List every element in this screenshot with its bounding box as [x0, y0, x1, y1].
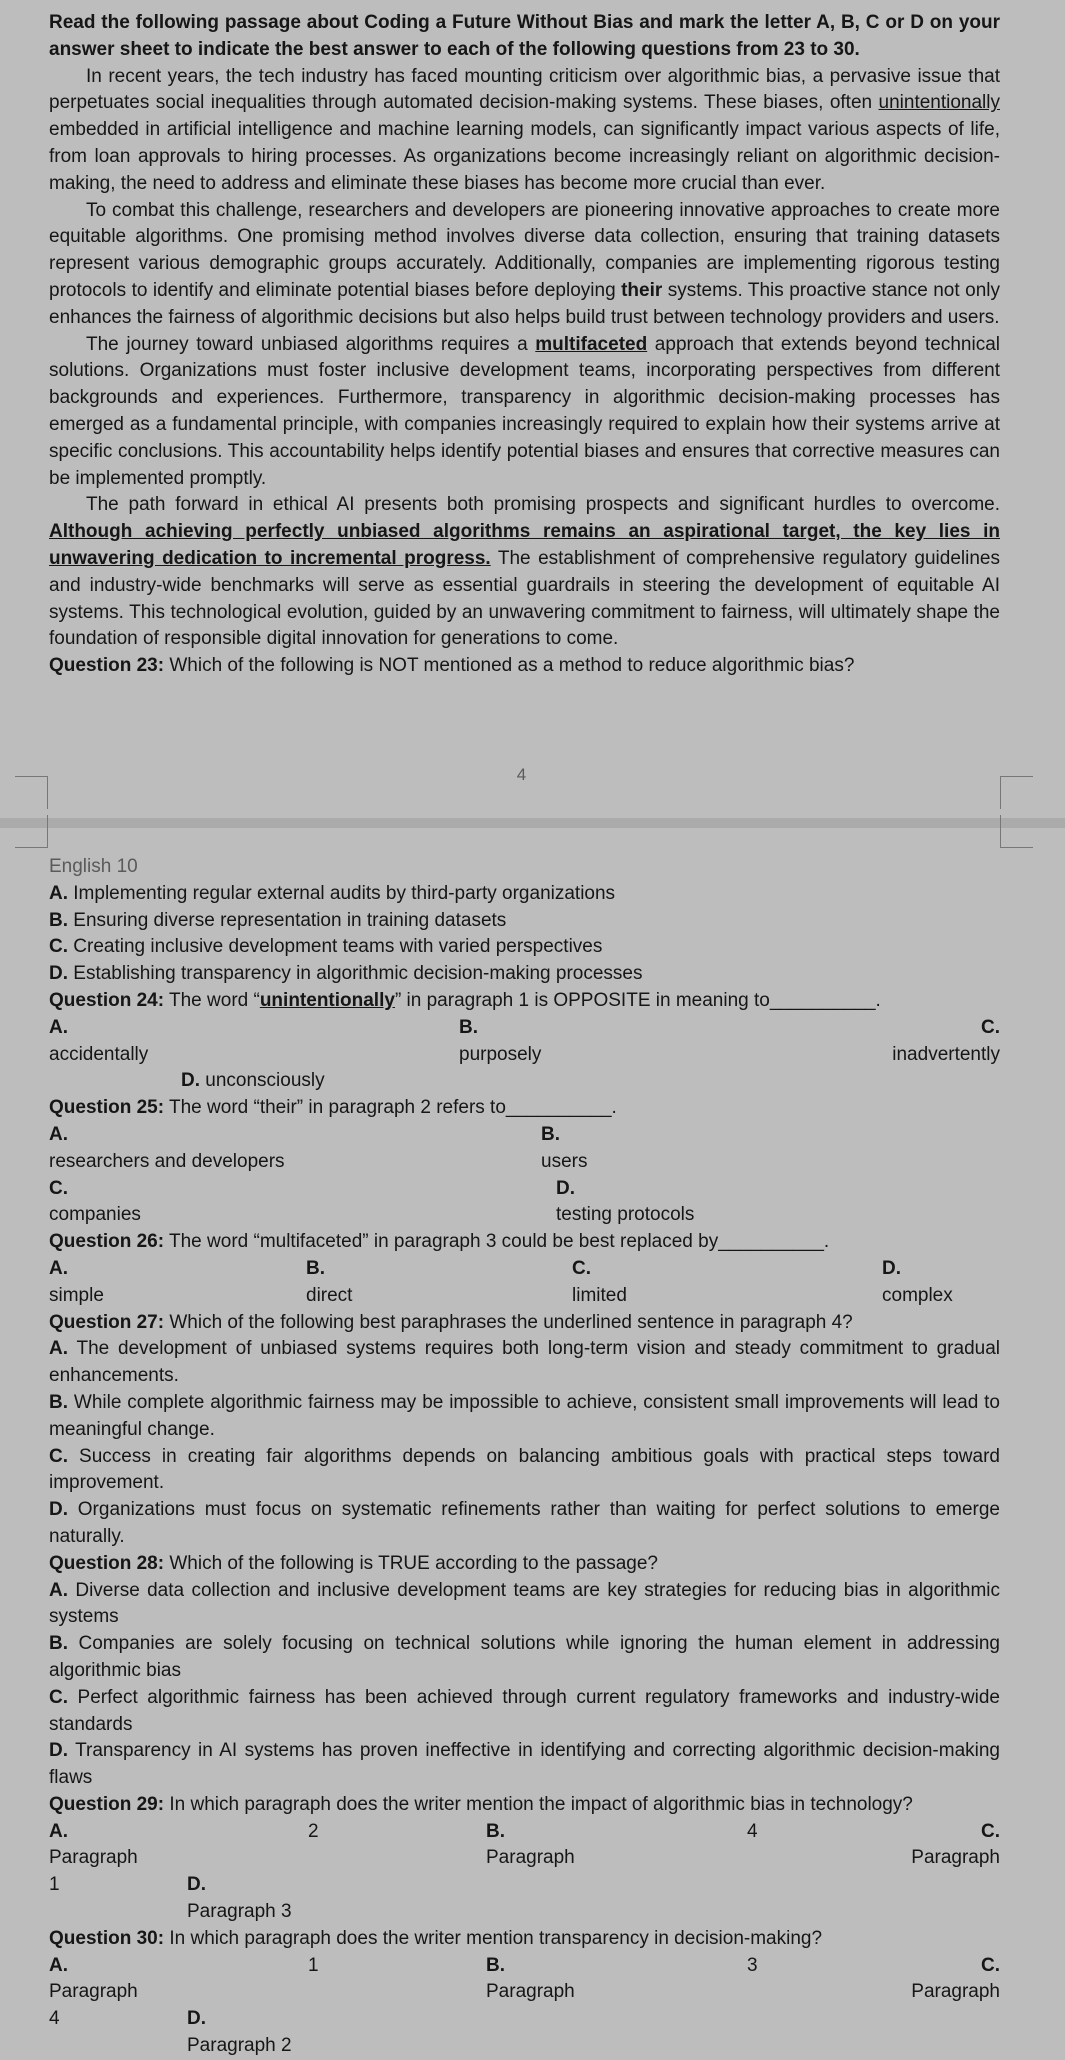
q29-option-a[interactable]: A. Paragraph	[49, 1820, 138, 1869]
q28-option-a[interactable]: A. Diverse data collection and inclusive development teams are key strategies for reducing bias in algorithmic systems	[49, 1579, 1000, 1628]
q26-options-row	[49, 1256, 1000, 1310]
q25-option-a[interactable]: A. researchers and developers	[49, 1123, 285, 1172]
q23-option-b[interactable]: B. Ensuring diverse representation in training datasets	[49, 909, 507, 931]
q25-option-b[interactable]: B. users	[541, 1123, 588, 1172]
paragraph-2: To combat this challenge, researchers and developers are pioneering innovative approaches to create more equitable algorithms. One promising method involves diverse data collection, ensuring that training datasets represent various demographic groups accurately. Additionally, companies are implementing rigorous testing protocols to identify and eliminate potential biases before deploying their systems. This proactive stance not only enhances the fairness of algorithmic decisions but also helps build trust between technology providers and users.	[49, 199, 1000, 328]
questions-section	[49, 854, 1000, 2060]
q28-option-b[interactable]: B. Companies are solely focusing on technical solutions while ignoring the human element in addressing algorithmic bias	[49, 1633, 1000, 1681]
question-27: Question 27: Which of the following best paraphrases the underlined sentence in paragraph 4?	[49, 1311, 853, 1333]
q29-options-row-2	[49, 1872, 1000, 1926]
q25-options-row-1	[49, 1122, 1000, 1176]
q29-option-d[interactable]: D. Paragraph 3	[187, 1874, 292, 1923]
q23-option-d[interactable]: D. Establishing transparency in algorithmic decision-making processes	[49, 963, 643, 985]
q24-option-b[interactable]: B. purposely	[459, 1016, 542, 1065]
q24-option-a[interactable]: A. accidentally	[49, 1016, 149, 1065]
question-28: Question 28: Which of the following is TRUE according to the passage?	[49, 1552, 658, 1574]
q26-option-a[interactable]: A. simple	[49, 1257, 104, 1306]
q23-option-a[interactable]: A. Implementing regular external audits by third-party organizations	[49, 882, 616, 904]
q30-option-a[interactable]: A. Paragraph	[49, 1954, 138, 2003]
question-25: Question 25: The word “their” in paragraph 2 refers to__________.	[49, 1097, 617, 1119]
q25-option-d[interactable]: D. testing protocols	[556, 1177, 695, 1226]
q28-option-c[interactable]: C. Perfect algorithmic fairness has been achieved through current regulatory frameworks and industry-wide standards	[49, 1686, 1000, 1735]
page-separator	[0, 818, 1065, 828]
paragraph-1: In recent years, the tech industry has faced mounting criticism over algorithmic bias, a pervasive issue that perpetuates social inequalities through automated decision-making systems. These biases, often unintentionally embedded in artificial intelligence and machine learning models, can significantly impact various aspects of life, from loan approvals to hiring processes. As organizations become increasingly reliant on algorithmic decision-making, the need to address and eliminate these biases has become more crucial than ever.	[49, 65, 1000, 194]
paragraph-3: The journey toward unbiased algorithms requires a multifaceted approach that extends beyond technical solutions. Organizations must foster inclusive development teams, incorporating perspectives from different backgrounds and experiences. Furthermore, transparency in algorithmic decision-making processes has emerged as a fundamental principle, with companies increasingly required to explain how their systems arrive at specific conclusions. This accountability helps identify potential biases and ensures that corrective measures can be implemented promptly.	[49, 333, 1001, 489]
q27-option-d[interactable]: D. Organizations must focus on systematic refinements rather than waiting for perfect solutions to emerge naturally.	[49, 1499, 1000, 1547]
underlined-word-multifaceted: multifaceted	[535, 333, 648, 355]
q25-option-c[interactable]: C. companies	[49, 1177, 141, 1226]
q30-option-c[interactable]: C. Paragraph	[911, 1954, 1000, 2003]
q24-options-row	[49, 1015, 1000, 1069]
q29-option-c[interactable]: C. Paragraph	[911, 1820, 1000, 1869]
q27-option-c[interactable]: C. Success in creating fair algorithms depends on balancing ambitious goals with practical steps toward improvement.	[49, 1445, 1000, 1494]
q30-option-b[interactable]: B. Paragraph	[486, 1954, 575, 2003]
q30-option-b-number: 3	[747, 1954, 758, 1976]
question-30: Question 30: In which paragraph does the writer mention transparency in decision-making?	[49, 1927, 823, 1949]
q26-option-c[interactable]: C. limited	[572, 1257, 627, 1306]
page-1	[0, 0, 1065, 818]
bold-word-their: their	[621, 279, 663, 301]
instructions: Read the following passage about Coding a Future Without Bias and mark the letter A, B, C or D on your answer sheet to indicate the best answer to each of the following questions from 23 to 30.	[49, 12, 1000, 60]
question-23: Question 23: Which of the following is NOT mentioned as a method to reduce algorithmic bias?	[49, 655, 855, 677]
q24-option-c[interactable]: C. inadvertently	[892, 1016, 1000, 1065]
q30-options-row-2	[49, 2006, 1000, 2060]
q29-option-b-number: 4	[747, 1820, 758, 1842]
q30-option-c-number: 4	[49, 2008, 60, 2030]
page-2	[0, 828, 1065, 2057]
q28-option-d[interactable]: D. Transparency in AI systems has proven ineffective in identifying and correcting algorithmic decision-making flaws	[49, 1740, 1000, 1789]
crop-mark-top-right	[1000, 815, 1033, 848]
q29-options-row	[49, 1819, 1000, 1873]
passage-section	[49, 10, 1000, 680]
q30-option-a-number: 1	[308, 1954, 319, 1976]
q27-option-b[interactable]: B. While complete algorithmic fairness may be impossible to achieve, consistent small improvements will lead to meaningful change.	[49, 1391, 1000, 1440]
q25-options-row-2	[49, 1176, 1000, 1230]
q29-option-c-number: 1	[49, 1874, 60, 1896]
q26-option-b[interactable]: B. direct	[306, 1257, 353, 1306]
paragraph-4: The path forward in ethical AI presents both promising prospects and significant hurdles to overcome. Although achieving perfectly unbiased algorithms remains an aspirational target, the key lies in unwavering dedication to incremental progress. The establishment of comprehensive regulatory guidelines and industry-wide benchmarks will serve as essential guardrails in steering the development of equitable AI systems. This technological evolution, guided by an unwavering commitment to fairness, will ultimately shape the foundation of responsible digital innovation for generations to come.	[49, 494, 1000, 650]
page-header: English 10	[49, 856, 138, 877]
q30-options-row	[49, 1953, 1000, 2007]
q29-option-b[interactable]: B. Paragraph	[486, 1820, 575, 1869]
question-24: Question 24: The word “unintentionally” in paragraph 1 is OPPOSITE in meaning to__________.	[49, 989, 881, 1011]
q29-option-a-number: 2	[308, 1820, 319, 1842]
question-26: Question 26: The word “multifaceted” in paragraph 3 could be best replaced by__________.	[49, 1231, 830, 1253]
q24-option-d[interactable]: D. unconsciously	[181, 1070, 325, 1092]
page-number: 4	[516, 765, 527, 784]
q26-option-d[interactable]: D. complex	[882, 1257, 953, 1306]
underlined-word-unintentionally: unintentionally	[878, 92, 1000, 114]
q23-option-c[interactable]: C. Creating inclusive development teams with varied perspectives	[49, 936, 603, 958]
q27-option-a[interactable]: A. The development of unbiased systems requires both long-term vision and steady commitment to gradual enhancements.	[49, 1338, 1000, 1387]
q30-option-d[interactable]: D. Paragraph 2	[187, 2008, 292, 2057]
crop-mark-top-left	[15, 815, 48, 848]
question-29: Question 29: In which paragraph does the writer mention the impact of algorithmic bias in technology?	[49, 1793, 913, 1815]
underlined-sentence: Although achieving perfectly unbiased algorithms remains an aspirational target, the key lies in unwavering dedication to incremental progress.	[49, 521, 1000, 569]
